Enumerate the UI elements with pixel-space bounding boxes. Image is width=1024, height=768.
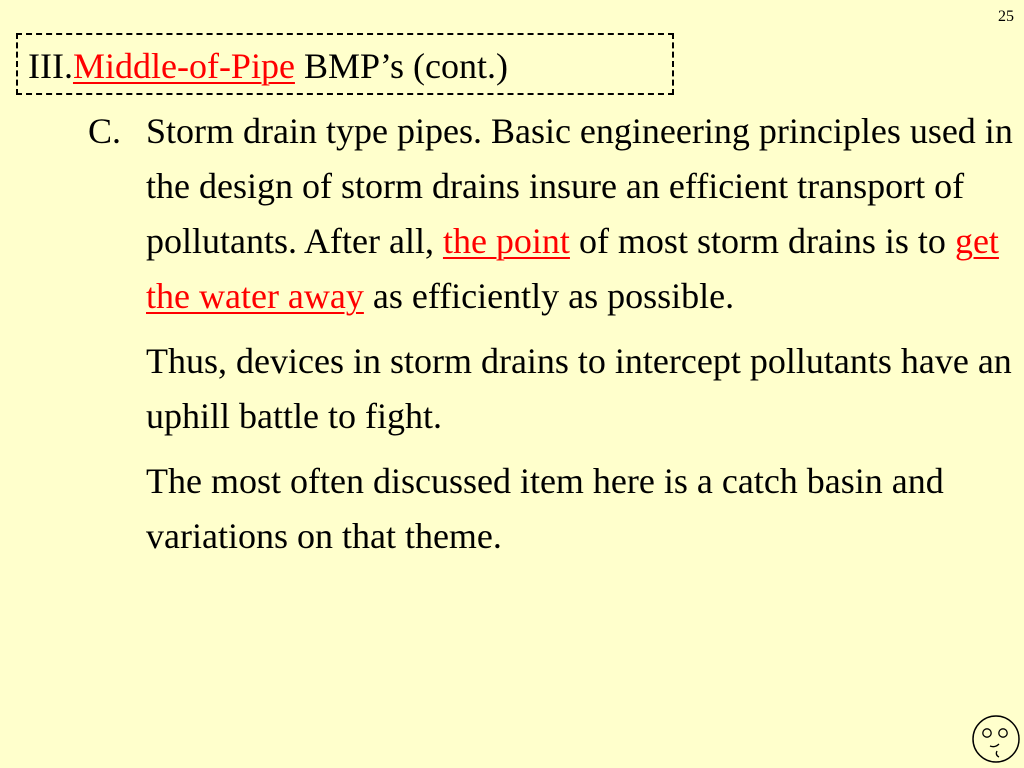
emphasis-get-the-water-away: get the water away (146, 221, 999, 316)
title-rest: BMP’s (cont.) (294, 46, 508, 86)
paragraph-1-text-b: of most storm drains is to (569, 221, 955, 261)
smiley-face-icon (970, 713, 1022, 765)
paragraph-3-text: The most often discussed item here is a catch basin and variations on that theme. (146, 461, 944, 556)
paragraph-2 (146, 334, 1018, 444)
paragraph-1-text-c: as efficiently as possible. (363, 276, 735, 316)
paragraph-2-text: Thus, devices in storm drains to intercept pollutants have an uphill battle to fight. (146, 341, 1012, 436)
item-marker: C. (88, 111, 122, 151)
paragraph-1 (146, 104, 1018, 324)
title-numeral: III. (28, 46, 73, 86)
title-highlight: Middle-of-Pipe (72, 46, 295, 86)
paragraph-3 (146, 454, 1018, 564)
slide-title (28, 44, 508, 88)
paragraph-1-text-a: Storm drain type pipes. Basic engineering principles used in the design of storm drains insure an efficient transport of pollutants. After all, (146, 111, 1013, 261)
body-list (88, 104, 1018, 564)
page-number: 25 (998, 8, 1014, 25)
emphasis-the-point: the point (442, 221, 570, 261)
